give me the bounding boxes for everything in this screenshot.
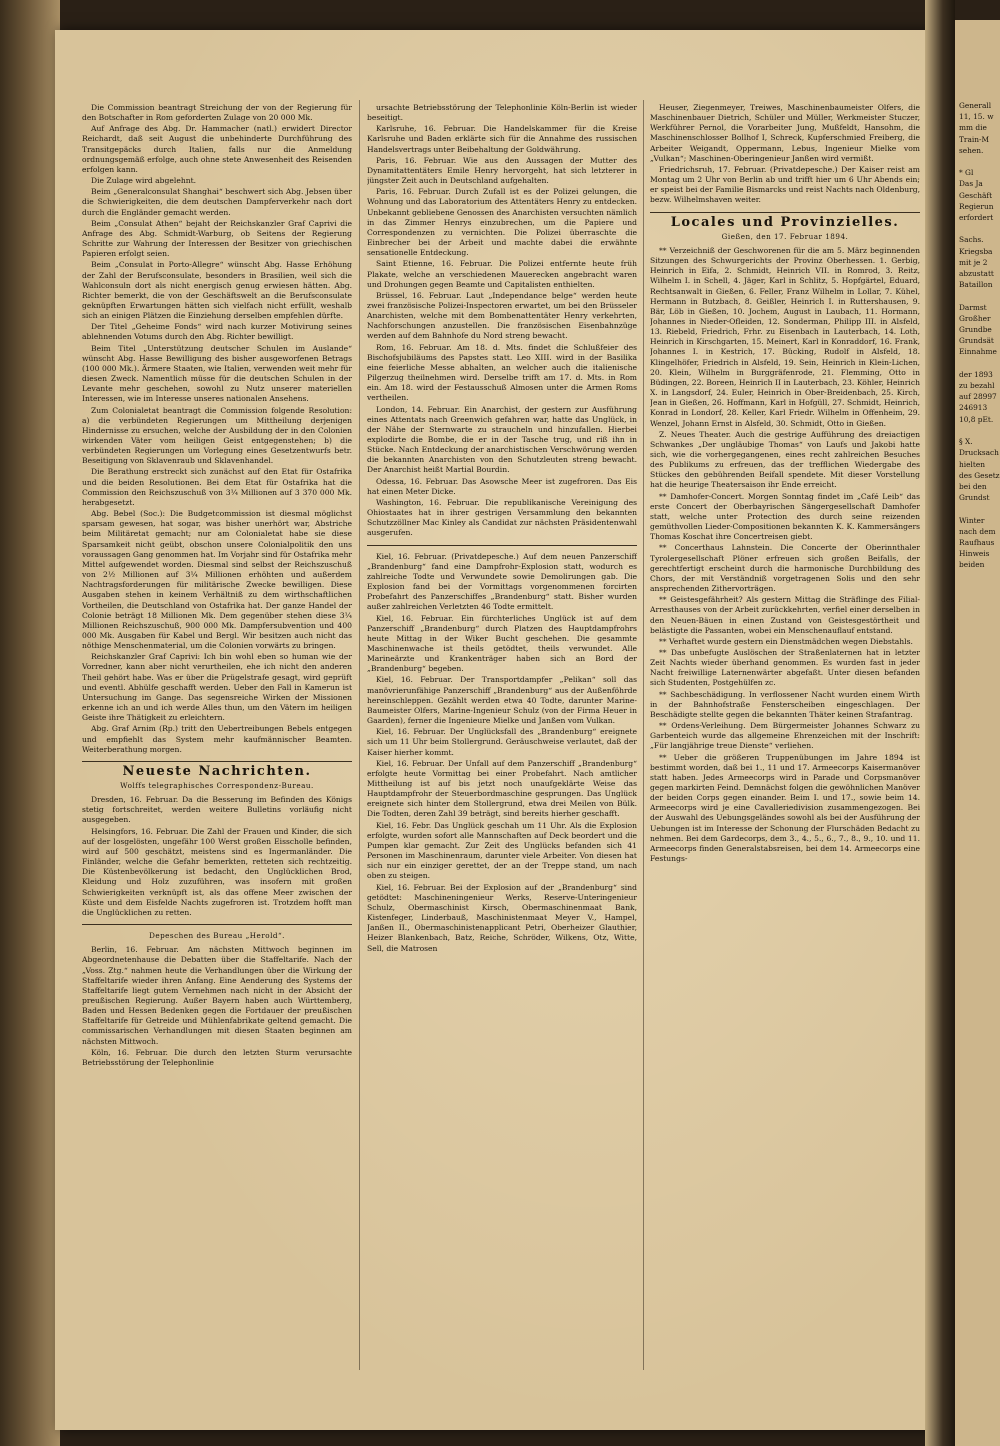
local-item: ** Verzeichniß der Geschworenen für die am 5. März beginnenden Sitzungen des Schwurgerichts der Provinz Oberhessen. 1. Gerbig, Heinrich in Eifa, 2. Schmidt, Heinrich VII. in Romrod, 3. Reitz, Wilhelm I. in Schell, 4. Jäger, Karl in Schlitz, 5. Hopfgärtel, Eduard, Rechtsanwalt in Gießen, 6. Feller, Franz Wilhelm in Lollar, 7. Kühel, Hermann in Butzbach, 8. Geißler, Heinrich I. in Ruttershausen, 9. Bär, Löb in Gießen, 10. Jochem, August in Laubach, 11. Hormann, Johannes in Nieder-Ofleiden, 12. Sonderman, Philipp III. in Alsfeld, 13. Riebeld, Friedrich, Frhr. zu Eisenbach in Lauterbach, 14. Loth, Heinrich in Kirschgarten, 15. Meinert, Karl in Konraddorf, 16. Frank, Johannes I. in Kestrich, 17. Bücking, Rudolf in Alsfeld, 18. Klingelhöfer, Friedrich in Alsfeld, 19. Sein, Heinrich in Klein-Lichen, 20. Klein, Wilhelm in Burggräfenrode, 21. Flemming, Otto in Büdingen, 22. Boreen, Heinrich II in Lauterbach, 23. Köhler, Heinrich X. in Langsdorf, 24. Euler, Heinrich in Ober-Breidenbach, 25. Kirch, Jean in Gießen, 26. Hoffmann, Karl in Hofgüll, 27. Schmidt, Heinrich, Konrad in Londorf, 28. Keller, Karl Friedr. Wilhelm in Offenheim, 29. Wenzel, Johann Ernst in Alsfeld, 30. Schmidt, Otto in Gießen.: [650, 245, 920, 428]
news-item: Kiel, 16. Febr. Das Unglück geschah um 11 Uhr. Als die Explosion erfolgte, wurden sofort alle Mannschaften auf Deck beordert und die Pumpen klar gemacht. Zur Zeit des Unglücks befanden sich 41 Personen im Maschinenraum, darunter viele Arbeiter. Von diesen hat sich nur ein einziger gerettet, der an der Treppe stand, um nach oben zu steigen.: [367, 820, 637, 881]
news-item: Saint Etienne, 16. Februar. Die Polizei entfernte heute früh Plakate, welche an verschiedenen Mauerecken angebracht waren und Drohungen gegen Beamte und Capitalisten enthielten.: [367, 259, 637, 289]
local-item: ** Damhofer-Concert. Morgen Sonntag findet im „Café Leib“ das erste Concert der Oberbayrischen Sängergesellschaft Damhofer statt, welche unter Protection des durch seine reizenden gemüthvollen Lieder-Compositionen bekannten K. K. Kammersängers Thomas Koschat ihre Concertreisen giebt.: [650, 491, 920, 542]
paragraph: Abg. Bebel (Soc.): Die Budgetcommission ist diesmal möglichst sparsam gewesen, hat sogar, was bisher unerhört war, Abstriche beim Militäretat gemacht; nur am Colonialetat habe sie diese Sparsamkeit nicht geübt, obschon unsere Colonialpolitik den uns voraussagen Gang genommen hat. Im Vorjahr sind für Ostafrika mehr Mittel aufgewendet worden. Diesmal sind selbst der Reichszuschuß von 2½ Millionen auf 3¼ Millionen erhöhten und außerdem Nachtragsforderungen für militärische Zwecke bewilligen. Diese Ausgaben stehen in keinem Verhältniß zu dem wirthschaftlichen Vortheilen, die Deutschland von Ostafrika hat. Der ganze Handel der Colonie beträgt 18 Millionen Mk. Dem gegenüber stehen diese 3¼ Millionen Reichszuschuß, 900 000 Mk. Dampfersubvention und 400 000 Mk. Ausgaben für Kabel und Bergl. Wir besitzen auch nicht das nöthige Menschenmaterial, um die Colonien vorwärts zu bringen.: [82, 509, 352, 651]
news-item: Dresden, 16. Februar. Da die Besserung im Befinden des Königs stetig fortschreitet, werden weitere Bulletins vorläufig nicht ausgegeben.: [82, 795, 352, 825]
paragraph: Reichskanzler Graf Caprivi: Ich bin wohl eben so human wie der Vorredner, kann aber nicht verurtheilen, ehe ich nicht den anderen Theil gehört habe. Was er über die Prügelstrafe gesagt, wird geprüft und eventl. Abhülfe geschafft werden. Ueber den Fall in Kamerun ist Untersuchung im Gange. Das segensreiche Wirken der Missionen erkenne ich an und ich werde Alles thun, um den Vätern im heiligen Geiste ihre Thätigkeit zu erleichtern.: [82, 652, 352, 723]
dateline: Gießen, den 17. Februar 1894.: [721, 231, 849, 241]
news-item: Paris, 16. Februar. Wie aus den Aussagen der Mutter des Dynamitattentäters Emile Henry hervorgeht, hat sich letzterer in jüngster Zeit auch in Deutschland aufgehalten.: [367, 155, 637, 186]
news-item: London, 14. Februar. Ein Anarchist, der gestern zur Ausführung eines Attentats nach Greenwich gefahren war, hatte das Unglück, in der Nähe der Sternwarte zu straucheln und hinzufallen. Hierbei explodirte die Bombe, die er in der Tasche trug, und riß ihn in Stücke. Nach Entdeckung der anarchistischen Verschwörung werden die bekannten Anarchisten von den Schutzleuten streng bewacht. Der Anarchist heißt Martial Bourdin.: [367, 404, 637, 475]
news-item: Kiel, 16. Februar. Der Unglücksfall des „Brandenburg“ ereignete sich um 11 Uhr beim Stollergrund. Geräuschweise verlautet, daß der Kaiser hierher kommt.: [367, 727, 637, 757]
divider: [367, 545, 637, 546]
column-rule-1: [359, 100, 360, 1370]
news-item: Paris, 16. Februar. Durch Zufall ist es der Polizei gelungen, die Wohnung und das Laboratorium des Attentäters Henry zu entdecken. Unbekannt gebliebene Genossen des Anarchisten versuchten nämlich in das Zimmer Henrys einzubrechen, um die Papiere und Correspondenzen zu vernichten. Die Polizei überraschte die Einbrecher bei der Arbeit und machte dabei die erwähnte sensationelle Entdeckung.: [367, 187, 637, 258]
paragraph: Beim „Generalconsulat Shanghai“ beschwert sich Abg. Jebsen über die Schwierigkeiten, die dem deutschen Dampferverkehr nach dort durch die Engländer gemacht werden.: [82, 187, 352, 217]
news-item: Kiel, 16. Februar. Der Transportdampfer „Pelikan“ soll das manövrierunfähige Panzerschiff „Brandenburg“ aus der Außenföhrde hereinschleppen. Gezählt werden etwa 40 Todte, darunter Marine-Baumeister Olfers, Marine-Ingenieur Schulz (von der Firma Heuer in Gaarden), ferner die Ingenieure Mielke und Janßen vom Vulkan.: [367, 675, 637, 726]
scan-left-edge: [0, 0, 60, 1446]
paragraph: Beim „Consulat Athen“ bejaht der Reichskanzler Graf Caprivi die Anfrage des Abg. Schmidt-Warburg, ob Seitens der Regierung Schritte zur Wahrung der Interessen der Besitzer von griechischen Papieren erfolgt seien.: [82, 218, 352, 259]
local-item: ** Ueber die größeren Truppenübungen im Jahre 1894 ist bestimmt worden, daß bei 1., 11 und 17. Armeecorps Kaisermanöver statt haben. Jedes Armeecorps wird in Parade und Corpsmanöver gegen markirten Feind. Demnächst folgen die gewöhnlichen Manöver der beiden Corps gegen einander. Beim I. und 17., sowie beim 14. Armeecorps wird je eine Cavalleriedivision zusammengezogen. Bei der Auswahl des Uebungsgeländes sowohl als bei der Ausführung der Uebungen ist im Interesse der Schonung der Flurschäden Bedacht zu nehmen. Bei dem Gardecorps, dem 3., 4., 5., 6., 7., 8., 9., 10. und 11. Armeecorps finden Generalstabsreisen, bei dem 14. Armeecorps eine Festungs-: [650, 752, 920, 864]
paragraph: Auf Anfrage des Abg. Dr. Hammacher (natl.) erwidert Director Reichardt, daß seit August die unbehinderte Durchführung des Transitgepäcks durch Italien, falls nur die Anmeldung ordnungsgemäß erfolge, auch ohne stete Anwesenheit des Reisenden erfolgen kann.: [82, 124, 352, 174]
section-heading-locales: Locales und Provinzielles.: [650, 212, 920, 228]
news-item: Odessa, 16. Februar. Das Asowsche Meer ist zugefroren. Das Eis hat einen Meter Dicke.: [367, 476, 637, 496]
news-item: ursachte Betriebsstörung der Telephonlinie Köln-Berlin ist wieder beseitigt.: [367, 103, 637, 123]
news-item: Karlsruhe, 16. Februar. Die Handelskammer für die Kreise Karlsruhe und Baden erklärte sich für die Annahme des russischen Handelsvertrags unter Beibehaltung der Goldwährung.: [367, 124, 637, 154]
news-item: Helsingfors, 16. Februar. Die Zahl der Frauen und Kinder, die sich auf der losgelösten, ungefähr 100 Werst großen Eisscholle befinden, wird auf 500 geschätzt, meistens sind es Ingermanländer. Die Finländer, welche die Gefahr bemerkten, retteten sich rechtzeitig. Die Küstenbevölkerung ist bedacht, den Unglücklichen Brod, Kleidung und Holz zuzuführen, was insofern mit großen Schwierigkeiten verknüpft ist, als das offene Meer zwischen der Küste und dem Eisfelde Nachts zugefroren ist. Trotzdem hofft man die Unglücklichen zu retten.: [82, 826, 352, 917]
paragraph: Der Titel „Geheime Fonds“ wird nach kurzer Motivirung seines ablehnenden Votums durch den Abg. Richter bewilligt.: [82, 322, 352, 342]
paragraph: Abg. Graf Arnim (Rp.) tritt den Uebertreibungen Bebels entgegen und empfiehlt das System mehr kaufmännischer Beamten. Weiterberathung morgen.: [82, 724, 352, 754]
wire-service-line: Wolffs telegraphisches Correspondenz-Bureau.: [120, 781, 314, 790]
news-item: Kiel, 16. Februar. Der Unfall auf dem Panzerschiff „Brandenburg“ erfolgte heute Vormittag bei einer Probefahrt. Nach amtlicher Mittheilung ist auf bis jetzt noch unaufgeklärte Weise das Hauptdampfrohr der Steuerbordmaschine gesprungen. Das Unglück ereignete sich hinter dem Stollergrund, etwa drei Meilen von Bülk. Die Todten, deren Zahl 39 beträgt, sind bereits hierher geschafft.: [367, 758, 637, 819]
local-item: ** Verhaftet wurde gestern ein Dienstmädchen wegen Diebstahls.: [659, 636, 913, 646]
column-1: [82, 103, 352, 1365]
wire-service-line: Depeschen des Bureau „Herold“.: [149, 931, 285, 941]
local-item: Z. Neues Theater. Auch die gestrige Aufführung des dreiactigen Schwankes „Der ungläubige Thomas“ von Laufs und Jakobi hatte sich, wie die vorhergegangenen, eines recht zahlreichen Besuches des Publikums zu erfreuen, das der trefflichen Wiedergabe des Stückes den gebührenden Beifall spendete. Mit dieser Vorstellung hat die heurige Theatersaison ihr Ende erreicht.: [650, 429, 920, 490]
adjacent-page-fragment: [955, 20, 1000, 1446]
paragraph: Die Commission beantragt Streichung der von der Regierung für den Botschafter in Rom geforderten Zulage von 20 000 Mk.: [82, 103, 352, 123]
paragraph: Die Zulage wird abgelehnt.: [91, 176, 197, 186]
news-item: Heuser, Ziegenmeyer, Treiwes, Maschinenbaumeister Olfers, die Maschinenbauer Dietrich, Schüler und Müller, Werkmeister Stuczer, Werkführer Pernol, die Vorarbeiter Jung, Mußfeldt, Hansohm, die Maschinenschlosser Bollhof I, Schreck, Kupferschmied Freiberg, die Arbeiter Weigandt, Oppermann, Lebus, Ingenieur Mielke vom „Vulkan“; Maschinen-Oberingenieur Janßen wird vermißt.: [650, 103, 920, 163]
section-heading-neueste-nachrichten: Neueste Nachrichten.: [82, 761, 352, 777]
column-2: [367, 103, 637, 1365]
news-item: Berlin, 16. Februar. Am nächsten Mittwoch beginnen im Abgeordnetenhause die Debatten über die Staffeltarife. Nach der „Voss. Ztg.“ nahmen heute die Verhandlungen über die Wirkung der Staffeltarife wieder ihren Anfang. Eine Aenderung des Systems der Staffeltarife liegt gutem Vernehmen nach nicht in der Absicht der preußischen Regierung. Außer Bayern haben auch Württemberg, Baden und Hessen Bedenken gegen die Fortdauer der preußischen Staffeltarife für Getreide und Mühlenfabrikate geltend gemacht. Die commissarischen Verhandlungen mit diesen Staaten beginnen am nächsten Mittwoch.: [82, 945, 352, 1046]
news-item: Kiel, 16. Februar. (Privatdepesche.) Auf dem neuen Panzerschiff „Brandenburg“ fand eine Dampfrohr-Explosion statt, wodurch es zahlreiche Todte und Verwundete sowie Demolirungen gab. Die Explosion fand bei der Vormittags vorgenommenen forcirten Probefahrt des Panzerschiffes „Brandenburg“ statt. Bisher wurden außer zahlreichen Verletzten 46 Todte ermittelt.: [367, 551, 637, 612]
news-item: Washington, 16. Februar. Die republikanische Vereinigung des Ohiostaates hat in ihrer gestrigen Versammlung den bekannten Schutzzöllner Mac Kinley als Candidat zur nächsten Präsidentenwahl ausgerufen.: [367, 497, 637, 538]
local-item: ** Geistesgefährheit? Als gestern Mittag die Sträflinge des Filial-Arresthauses von der Arbeit zurückkehrten, verfiel einer derselben in den Neuen-Bäuen in einen Zustand von Geistesgestörtheit und belästigte die Passanten, wobei ein Menschenauflauf entstand.: [650, 595, 920, 635]
binding-gutter: [925, 0, 955, 1446]
news-item: Kiel, 16. Februar. Bei der Explosion auf der „Brandenburg“ sind getödtet: Maschineningenieur Werks, Reserve-Unteringenieur Schulz, Obermaschinist Kirsch, Obermaschinenmaat Bank, Kistenfeger, Linderbauß, Maschinistenmaat Meyer V., Hampel, Janßen II., Obermaschinistenapplicant Petri, Oberheizer Glauthier, Heizer Blankenbach, Batz, Reiche, Schröder, Wilkens, Otz, Witte, Sell, die Matrosen: [367, 882, 637, 953]
local-item: ** Das unbefugte Auslöschen der Straßenlaternen hat in letzter Zeit Nachts wieder überhand genommen. Es wurden fast in jeder Nacht freiwillige Laternenwärter abgefaßt. Unter diesen befanden sich Studenten, Postgehülfen zc.: [650, 647, 920, 688]
paragraph: Die Berathung erstreckt sich zunächst auf den Etat für Ostafrika und die beiden Resolutionen. Bei dem Etat für Ostafrika hat die Commission den Reichszuschuß von 3¼ Millionen auf 3 370 000 Mk. herabgesetzt.: [82, 467, 352, 507]
news-item: Brüssel, 16. Februar. Laut „Independance belge“ werden heute zwei französische Polizei-Inspectoren erwartet, um bei den Brüsseler Anarchisten, welche mit dem Bombenattentäter Henry verkehrten, Nachforschungen anzustellen. Die französischen Eisenbahnzüge werden auf dem Bahnhofe du Nord streng bewacht.: [367, 290, 637, 341]
news-item: Köln, 16. Februar. Die durch den letzten Sturm verursachte Betriebsstörung der Telephonlinie: [82, 1047, 352, 1067]
adjacent-page-text: Generall 11, 15. w mm die Train-M sehen. * Gl Das Ja Geschäft Regierun erfordert Sachs. Kriegsba mit je 2 abzustatt Bataillon Darmst Großher Grundbe Grundsät Einnahme der 1893 zu bezahl auf 28997 246913 10,8 pEt. § X. Drucksach hielten des Gesetz bei den Grundst Winter nach dem Raufhaus Hinweis beiden: [959, 101, 1000, 570]
news-item: Friedrichsruh, 17. Februar. (Privatdepesche.) Der Kaiser reist am Montag um 2 Uhr von Berlin ab und trifft hier um 6 Uhr Abends ein; er speist bei der Familie Bismarcks und reist Nachts nach Oldenburg, bezw. Wilhelmshaven weiter.: [650, 164, 920, 205]
local-item: ** Concerthaus Lahnstein. Die Concerte der Oberinnthaler Tyrolergesellschaft Plöner erfreuen sich großen Beifalls, der gerechtfertigt erscheint durch die harmonische Durchbildung des Chors, der mit Verständniß vorgetragenen Solis und den sehr ansprechenden Zithervorträgen.: [650, 543, 920, 594]
paragraph: Beim „Consulat in Porto-Allegre“ wünscht Abg. Hasse Erhöhung der Zahl der Berufsconsulate, besonders in Brasilien, weil sich die Wahlconsuln dort als nicht energisch genug erwiesen hätten. Abg. Richter bemerkt, die von der Geschäftswelt an die Berufsconsulate geknüpften Erwartungen hätten sich vielfach nicht erfüllt, weshalb sich an einigen Plätzen die Einziehung derselben empfehlen dürfte.: [82, 260, 352, 321]
local-item: ** Ordens-Verleihung. Dem Bürgermeister Johannes Schwarz zu Garbenteich wurde das allgemeine Ehrenzeichen mit der Inschrift: „Für langjährige treue Dienste“ verliehen.: [650, 721, 920, 751]
column-rule-2: [643, 100, 644, 1370]
column-3: [650, 103, 920, 1365]
paragraph: Zum Colonialetat beantragt die Commission folgende Resolution: a) die verbündeten Regierungen um Mittheilung derjenigen Hindernisse zu ersuchen, welche der Ausbildung der in den Colonien wirkenden Väter vom heiligen Geist entgegenstehen; b) die verbündeten Regierungen um Vorlegung eines Gesetzentwurfs betr. Beseitigung von Sklavenraub und Sklavenhandel.: [82, 405, 352, 466]
news-item: Kiel, 16. Februar. Ein fürchterliches Unglück ist auf dem Panzerschiff „Brandenburg“ durch Platzen des Hauptdampfrohrs heute Mittag in der Wiker Bucht geschehen. Die gesammte Maschinenwache ist theils getödtet, theils verwundet. Alle Marineärzte und Krankenträger haben sich an Bord der „Brandenburg“ begeben.: [367, 613, 637, 674]
divider: [82, 924, 352, 925]
paragraph: Beim Titel „Unterstützung deutscher Schulen im Auslande“ wünscht Abg. Hasse Bewilligung des bisher ausgeworfenen Betrags (100 000 Mk.). Ärmere Staaten, wie Italien, verwenden weit mehr für diesen Zweck. Namentlich müsse für die deutschen Schulen in der Levante mehr geschehen, sowohl zu Nutz unserer materiellen Interessen, wie im Interesse unseres nationalen Ansehens.: [82, 343, 352, 404]
local-item: ** Sachbeschädigung. In verflossener Nacht wurden einem Wirth in der Bahnhofstraße Fensterscheiben eingeschlagen. Der Beschädigte stellte gegen die bekannten Thäter keinen Strafantrag.: [650, 689, 920, 719]
news-item: Rom, 16. Februar. Am 18. d. Mts. findet die Schlußfeier des Bischofsjubiläums des Papstes statt. Leo XIII. wird in der Basilika eine feierliche Messe abhalten, an welcher auch die italienische Pilgerzug theilnehmen wird. Derselbe trifft am 17. d. Mts. in Rom ein. Am 18. wird der Festausschuß Almosen unter die Armen Roms vertheilen.: [367, 342, 637, 403]
